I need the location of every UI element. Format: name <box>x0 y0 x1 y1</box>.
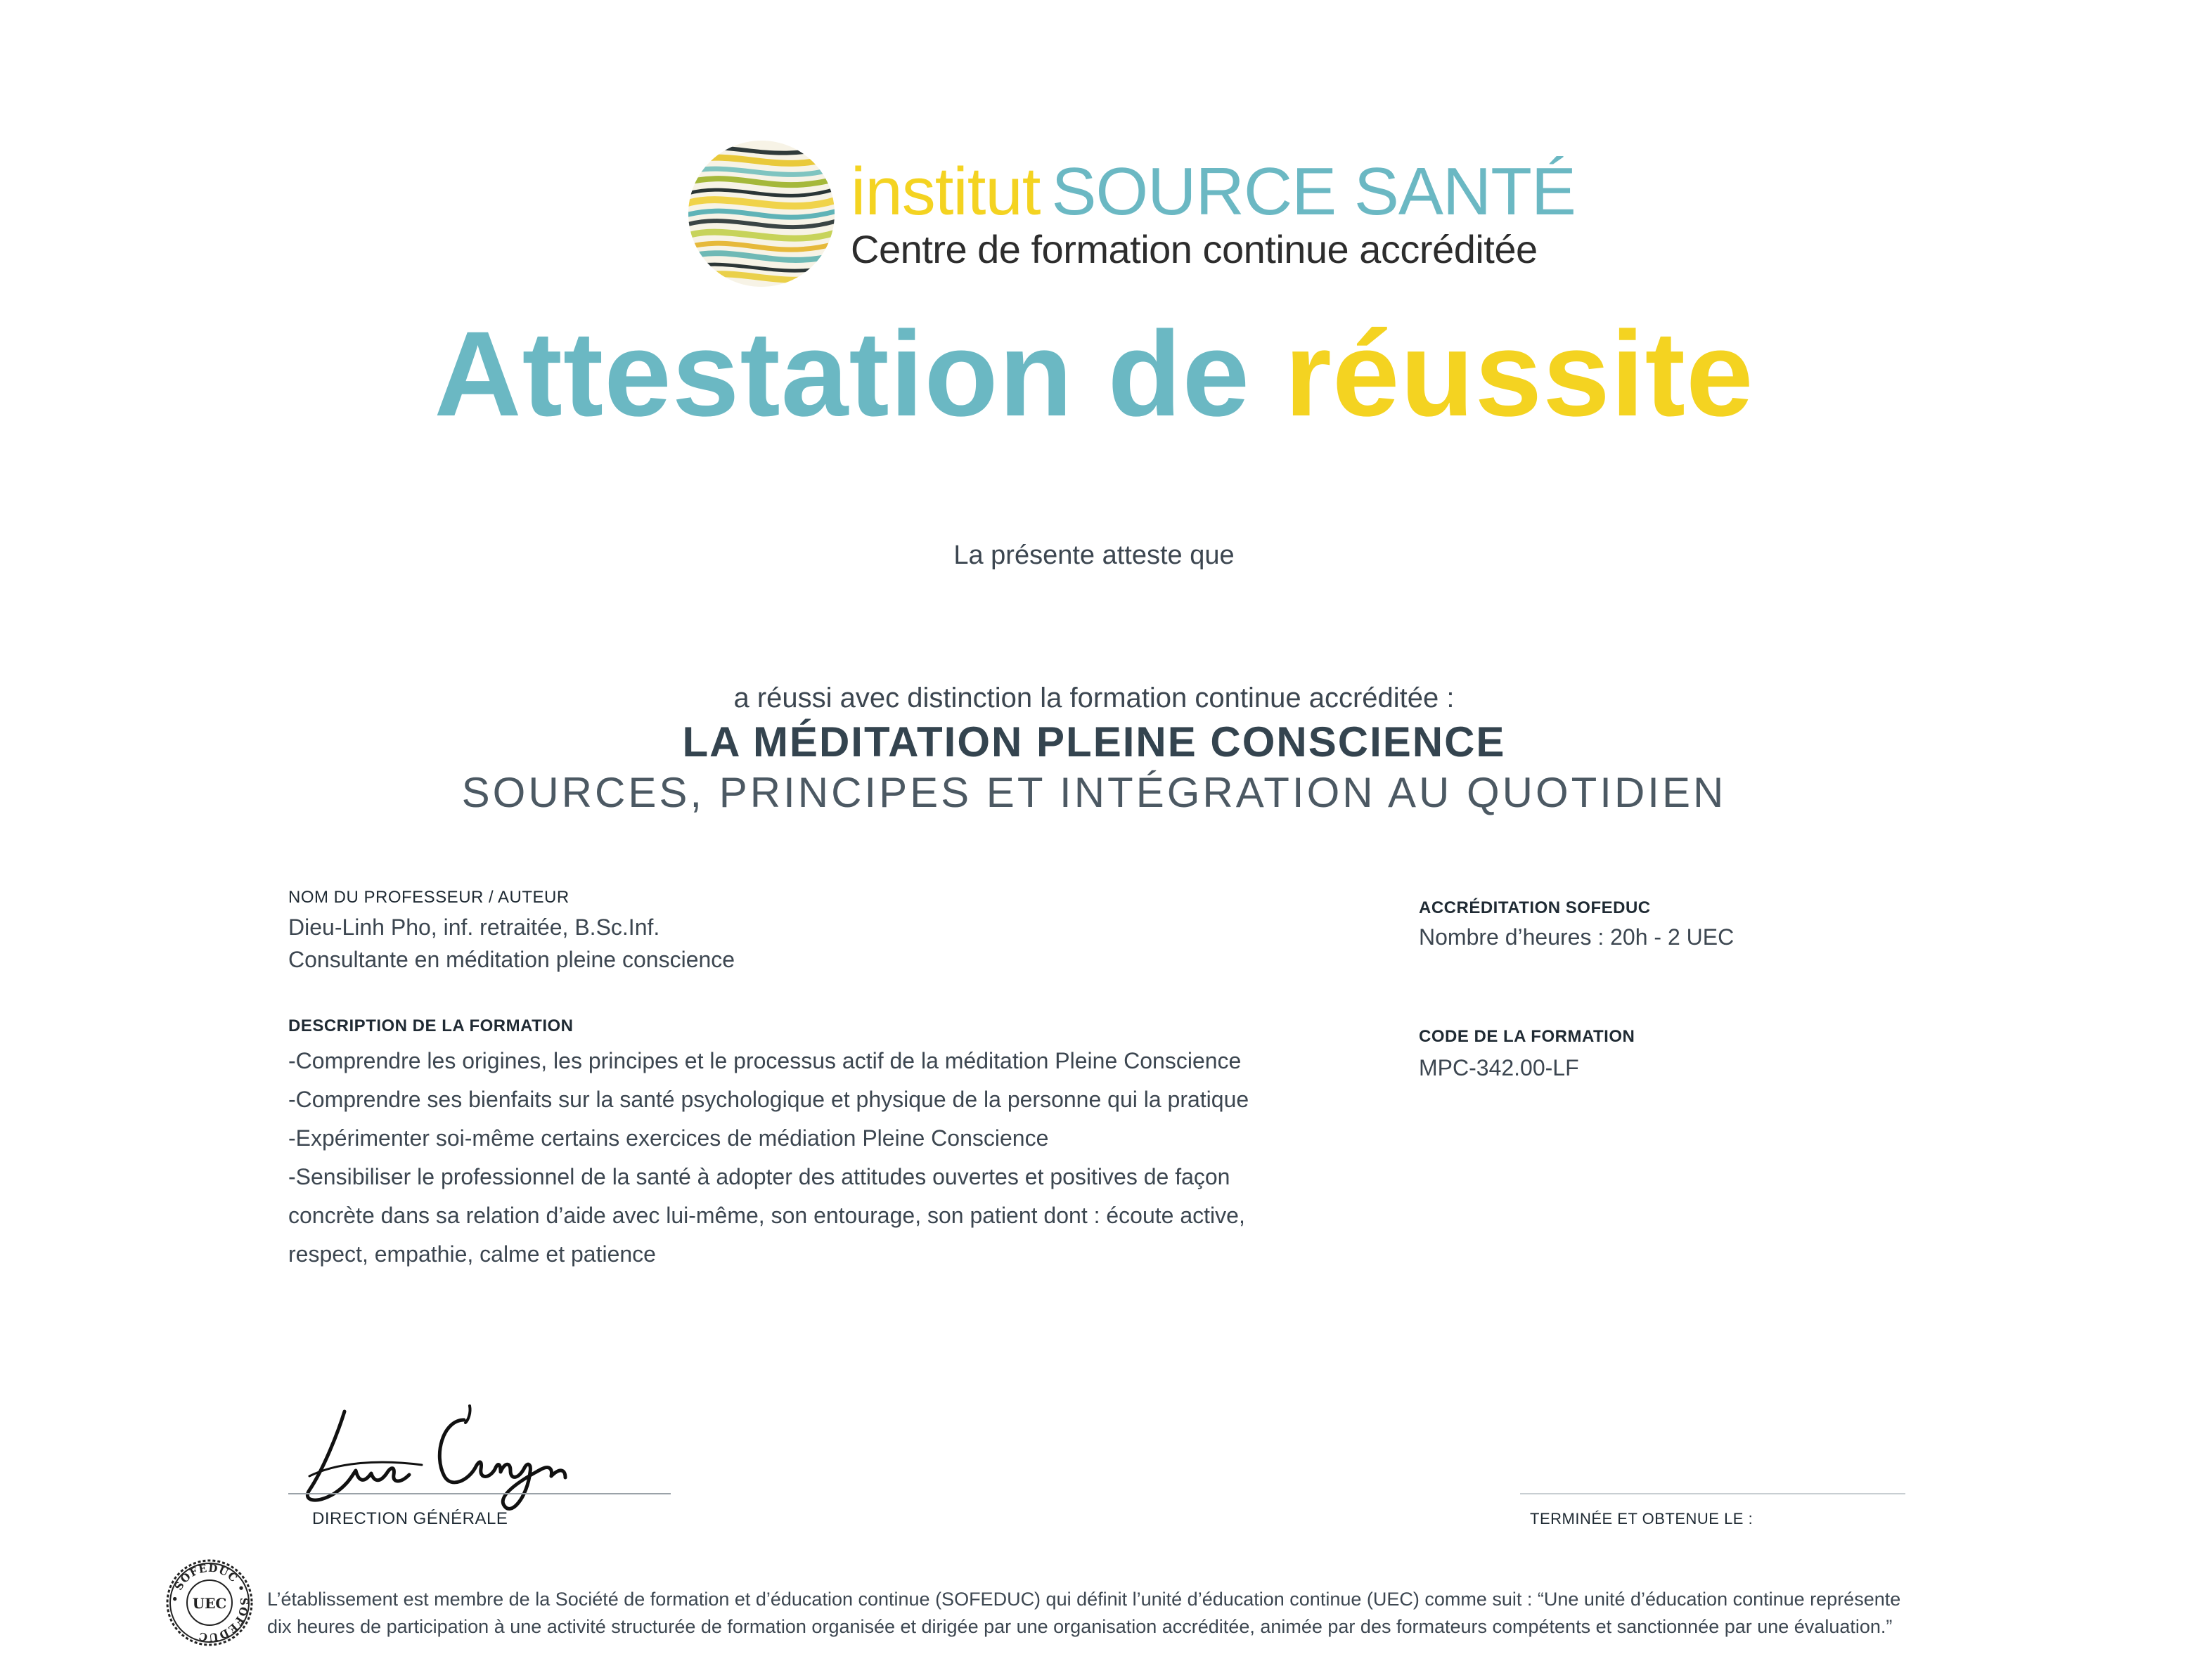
professor-label: NOM DU PROFESSEUR / AUTEUR <box>288 888 569 907</box>
description-line: -Comprendre ses bienfaits sur la santé psychologique et physique de la personne qui la pratique <box>288 1087 1249 1112</box>
title-part-1: Attestation de <box>434 306 1251 441</box>
course-code-label: CODE DE LA FORMATION <box>1419 1027 1635 1046</box>
logo-wordmark <box>851 153 1576 231</box>
logo-tagline: Centre de formation continue accréditée <box>851 227 1538 271</box>
page-title <box>0 304 2188 444</box>
svg-text:UEC: UEC <box>192 1595 227 1612</box>
professor-title: Consultante en méditation pleine conscience <box>288 947 735 972</box>
description-line: -Expérimenter soi-même certains exercices de médiation Pleine Conscience <box>288 1125 1049 1151</box>
signature-line <box>288 1493 671 1494</box>
description-line: respect, empathie, calme et patience <box>288 1241 656 1267</box>
description-label: DESCRIPTION DE LA FORMATION <box>288 1016 574 1035</box>
description-list <box>288 1042 1273 1274</box>
description-line: -Sensibiliser le professionnel de la santé à adopter des attitudes ouvertes et positives de façon <box>288 1164 1230 1189</box>
footer-note-line: dix heures de participation à une activité structurée de formation organisée et dirigée par une organisation accréditée, animée par des formateurs compétents et sanctionnée par une évaluation.” <box>267 1616 1893 1637</box>
description-line: concrète dans sa relation d’aide avec lui-même, son entourage, son patient dont : écoute active, <box>288 1203 1245 1228</box>
sofeduc-seal-icon <box>166 1559 253 1646</box>
course-title: LA MÉDITATION PLEINE CONSCIENCE <box>682 718 1506 765</box>
completion-date-caption: TERMINÉE ET OBTENUE LE : <box>1530 1510 1753 1527</box>
striped-globe-logo-icon <box>686 138 837 290</box>
footer-note <box>267 1586 2011 1641</box>
logo-word-brand: SOURCE SANTÉ <box>1051 154 1576 229</box>
course-subtitle: SOURCES, PRINCIPES ET INTÉGRATION AU QUOTIDIEN <box>461 769 1727 816</box>
course-code-value: MPC-342.00-LF <box>1419 1055 1579 1080</box>
intro-text: La présente atteste que <box>953 541 1235 570</box>
footer-note-line: L’établissement est membre de la Société de formation et d’éducation continue (SOFEDUC) qui définit l’unité d’éducation continue (UEC) comme suit : “Une unité d’éducation continue représente <box>267 1589 1901 1610</box>
professor-name: Dieu-Linh Pho, inf. retraitée, B.Sc.Inf. <box>288 915 660 940</box>
completion-date-line <box>1520 1493 1905 1494</box>
title-part-2: réussite <box>1284 306 1754 441</box>
svg-text:• SOFEDUC • SOFEDUC: • SOFEDUC • SOFEDUC <box>168 1561 251 1644</box>
logo-word-institut: institut <box>851 154 1041 229</box>
accreditation-value: Nombre d’heures : 20h - 2 UEC <box>1419 924 1735 950</box>
success-line: a réussi avec distinction la formation continue accréditée : <box>733 683 1455 713</box>
accreditation-label: ACCRÉDITATION SOFEDUC <box>1419 898 1651 917</box>
signature-caption: DIRECTION GÉNÉRALE <box>312 1509 508 1528</box>
description-line: -Comprendre les origines, les principes et le processus actif de la méditation Pleine Conscience <box>288 1048 1242 1073</box>
